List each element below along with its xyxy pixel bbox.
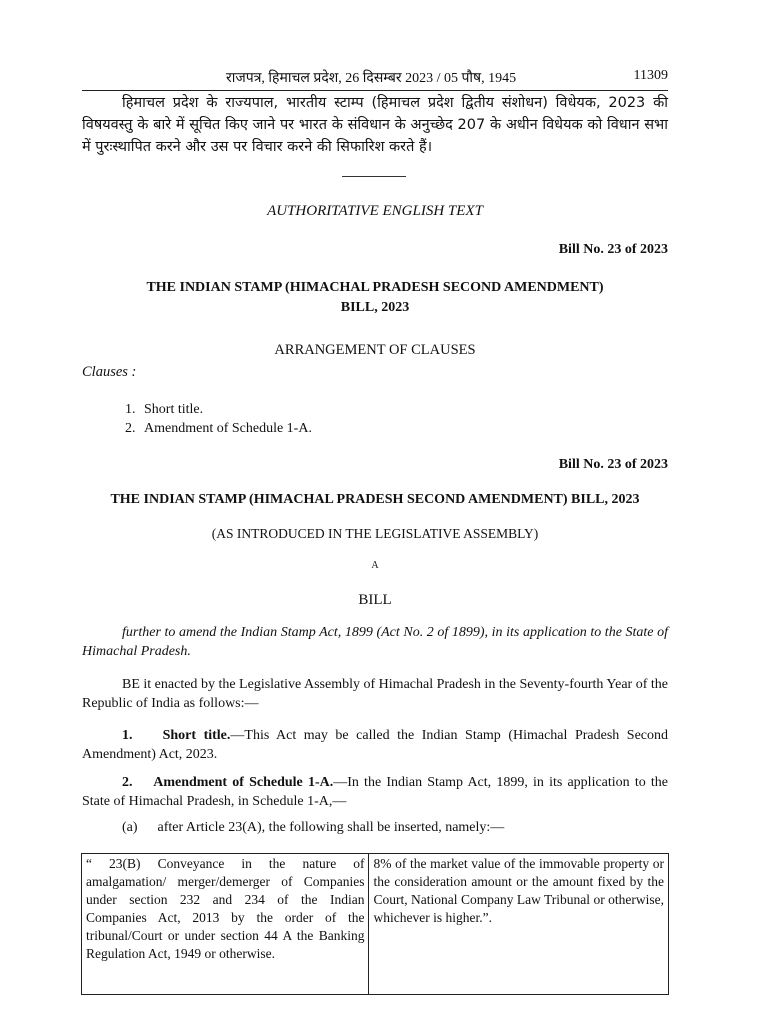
clause-1 [82,726,668,764]
sub-clause-a [122,820,504,836]
clause-2-heading: Amendment of Schedule 1-A. [153,775,334,790]
arrangement-heading: ARRANGEMENT OF CLAUSES [274,342,476,358]
hindi-paragraph: हिमाचल प्रदेश के राज्यपाल, भारतीय स्टाम्प (हिमाचल प्रदेश द्वितीय संशोधन) विधेयक, 2023 की विषयवस्तु के बारे में सूचित किए जाने पर भारत के संविधान के अनुच्छेद 207 के अधीन विधेयक को विधान सभा में पुरःस्थापित करने और उस पर विचार करने की सिफारिश करते हैं। [82,95,668,155]
clause-text: Amendment of Schedule 1-A. [144,421,312,436]
schedule-description-cell: “ 23(B) Conveyance in the nature of amalgamation/ merger/demerger of Companies under section 232 and 234 of the Indian Companies Act, 2013 by the order of the tribunal/Court or under section 44 A the Banking Regulation Act, 1949 or otherwise. [82,854,369,995]
page-number: 11309 [633,68,668,83]
sub-clause-text: after Article 23(A), the following shall be inserted, namely:— [157,820,505,835]
clause-1-number: 1. [122,728,133,743]
clause-2-body: —In the Indian Stamp Act, 1899, in its application to the State of Himachal Pradesh, in Schedule 1-A,— [82,775,669,809]
schedule-duty-cell: 8% of the market value of the immovable property or the consideration amount or the amount fixed by the Court, National Company Law Tribunal or otherwise, whichever is higher.”. [369,854,669,995]
article-a: A [371,560,379,571]
clause-number: 2. [125,421,136,436]
header-rule [82,90,668,91]
gazette-line: राजपत्र, हिमाचल प्रदेश, 26 दिसम्बर 2023 / 05 पौष, 1945 [226,71,517,86]
clause-2 [82,773,668,811]
list-item [125,400,312,419]
separator-line [342,176,406,177]
clause-1-heading: Short title. [162,728,231,743]
bill-title-full: THE INDIAN STAMP (HIMACHAL PRADESH SECOND AMENDMENT) BILL, 2023 [110,492,640,507]
bill-title-line1: THE INDIAN STAMP (HIMACHAL PRADESH SECOND AMENDMENT) [146,280,604,295]
list-item [125,419,312,438]
clause-2-number: 2. [122,775,133,790]
bill-number-second: Bill No. 23 of 2023 [558,457,668,472]
clause-1-body: —This Act may be called the Indian Stamp (Himachal Pradesh Second Amendment) Act, 2023. [82,728,669,762]
gazette-header [0,68,768,88]
bill-word: BILL [358,592,392,608]
bill-number-top: Bill No. 23 of 2023 [558,242,668,257]
schedule-table [81,853,669,995]
introduced-note-text: (AS INTRODUCED IN THE LEGISLATIVE ASSEMBLY) [211,526,539,541]
bill-title-line2: BILL, 2023 [340,300,410,315]
table-row [82,854,669,995]
clause-text: Short title. [144,402,204,417]
clauses-label: Clauses : [82,364,137,380]
clauses-list [125,400,312,438]
sub-clause-label: (a) [122,820,138,835]
long-title: further to amend the Indian Stamp Act, 1899 (Act No. 2 of 1899), in its application to the State of Himachal Pradesh. [82,625,668,659]
enacting-formula: BE it enacted by the Legislative Assembly of Himachal Pradesh in the Seventy-fourth Year of the Republic of India as follows:— [82,677,668,711]
clause-number: 1. [125,402,136,417]
hindi-recommendation [82,92,668,158]
introduced-note [82,526,668,542]
authoritative-text-heading: AUTHORITATIVE ENGLISH TEXT [267,203,483,219]
